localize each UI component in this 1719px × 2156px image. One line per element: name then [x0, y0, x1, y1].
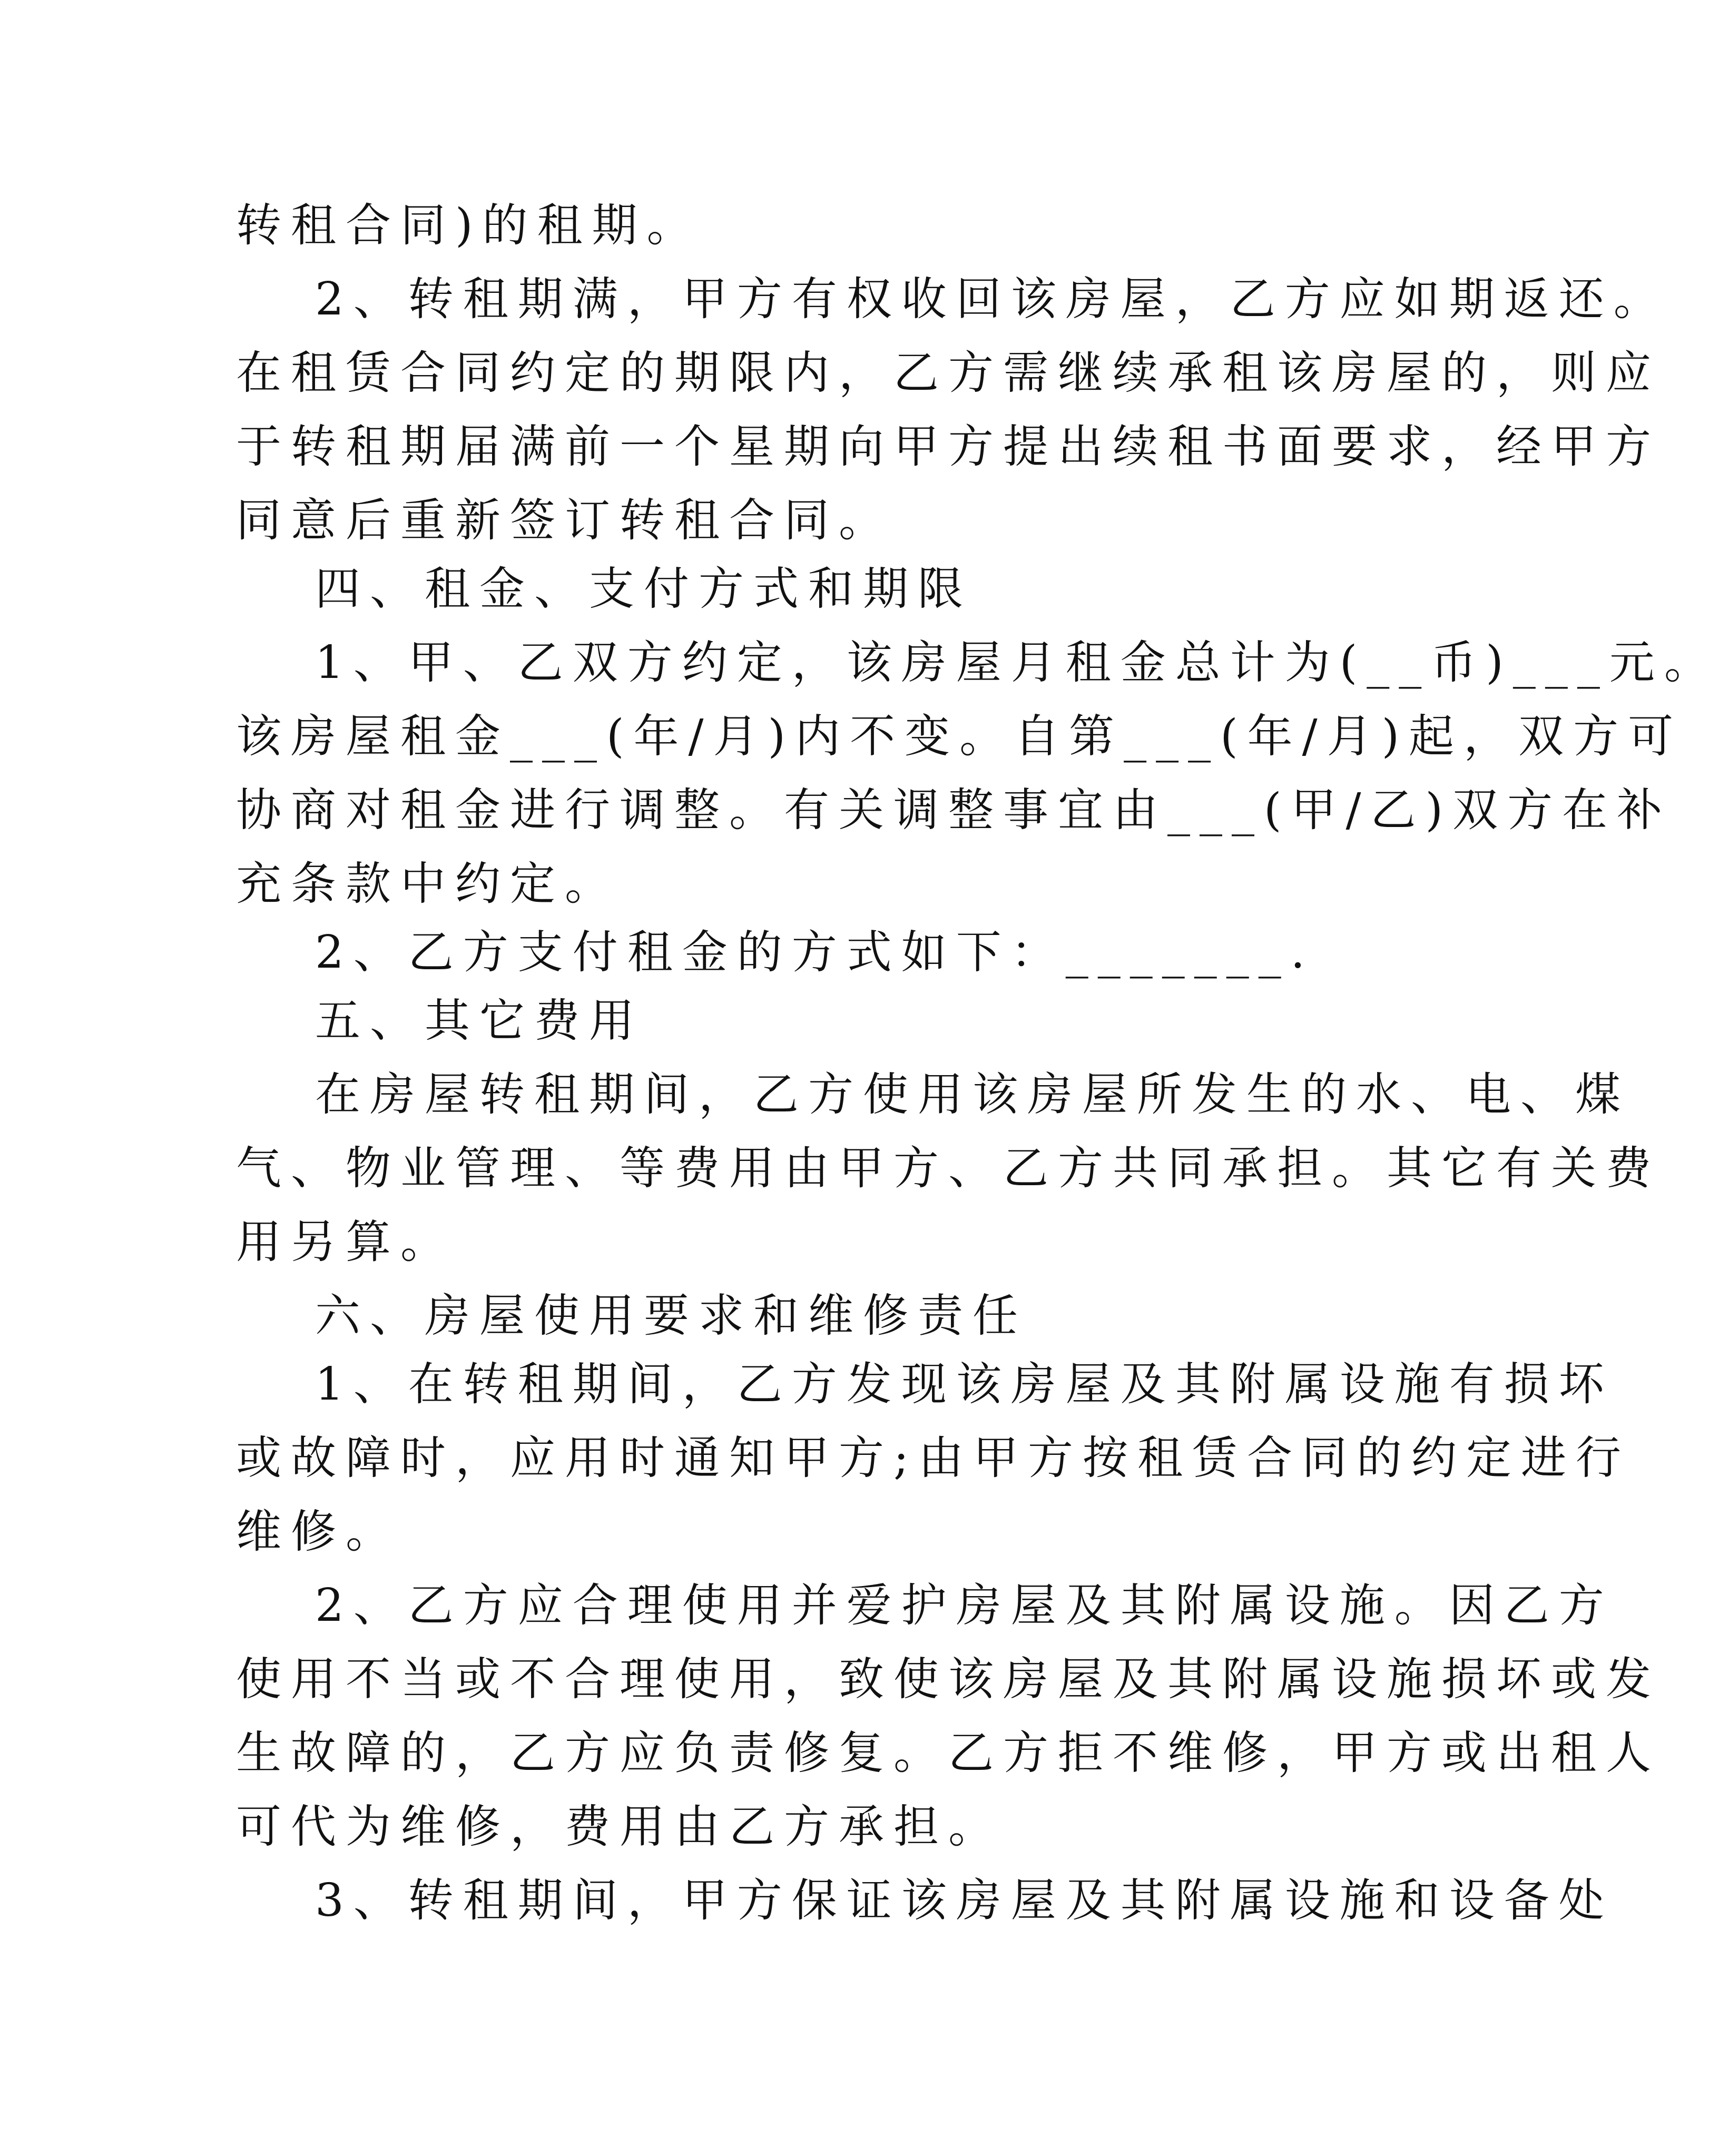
text-line: 用另算。: [236, 1216, 455, 1268]
text-line: 在租赁合同约定的期限内，乙方需继续承租该房屋的，则应: [236, 347, 1661, 399]
text-line: 在房屋转租期间，乙方使用该房屋所发生的水、电、煤: [315, 1068, 1630, 1121]
section-heading: 四、租金、支付方式和期限: [315, 563, 973, 615]
text-line: 或故障时，应用时通知甲方;由甲方按租赁合同的约定进行: [236, 1432, 1630, 1484]
text-line: 维修。: [236, 1505, 400, 1558]
text-line: 于转租期届满前一个星期向甲方提出续租书面要求，经甲方: [236, 420, 1661, 473]
section-heading: 六、房屋使用要求和维修责任: [315, 1289, 1027, 1342]
text-line: 该房屋租金___(年/月)内不变。自第___(年/月)起，双方可: [236, 710, 1683, 763]
text-line: 转租合同)的租期。: [236, 199, 702, 252]
text-line: 使用不当或不合理使用，致使该房屋及其附属设施损坏或发: [236, 1653, 1661, 1706]
text-line: 生故障的，乙方应负责修复。乙方拒不维修，甲方或出租人: [236, 1727, 1661, 1779]
text-line: 1、在转租期间，乙方发现该房屋及其附属设施有损坏: [315, 1358, 1614, 1411]
text-line: 1、甲、乙双方约定，该房屋月租金总计为(__币)___元。: [315, 636, 1719, 689]
text-line: 气、物业管理、等费用由甲方、乙方共同承担。其它有关费: [236, 1142, 1661, 1195]
text-line: 2、乙方应合理使用并爱护房屋及其附属设施。因乙方: [315, 1579, 1614, 1632]
section-heading: 五、其它费用: [315, 995, 644, 1047]
text-line: 2、乙方支付租金的方式如下：_______.: [315, 926, 1315, 979]
text-line: 2、转租期满，甲方有权收回该房屋，乙方应如期返还。: [315, 273, 1668, 326]
text-line: 3、转租期间，甲方保证该房屋及其附属设施和设备处: [315, 1874, 1614, 1927]
text-line: 可代为维修，费用由乙方承担。: [236, 1800, 1003, 1853]
text-line: 协商对租金进行调整。有关调整事宜由___(甲/乙)双方在补: [236, 784, 1672, 836]
text-line: 同意后重新签订转租合同。: [236, 494, 893, 547]
text-line: 充条款中约定。: [236, 858, 620, 910]
